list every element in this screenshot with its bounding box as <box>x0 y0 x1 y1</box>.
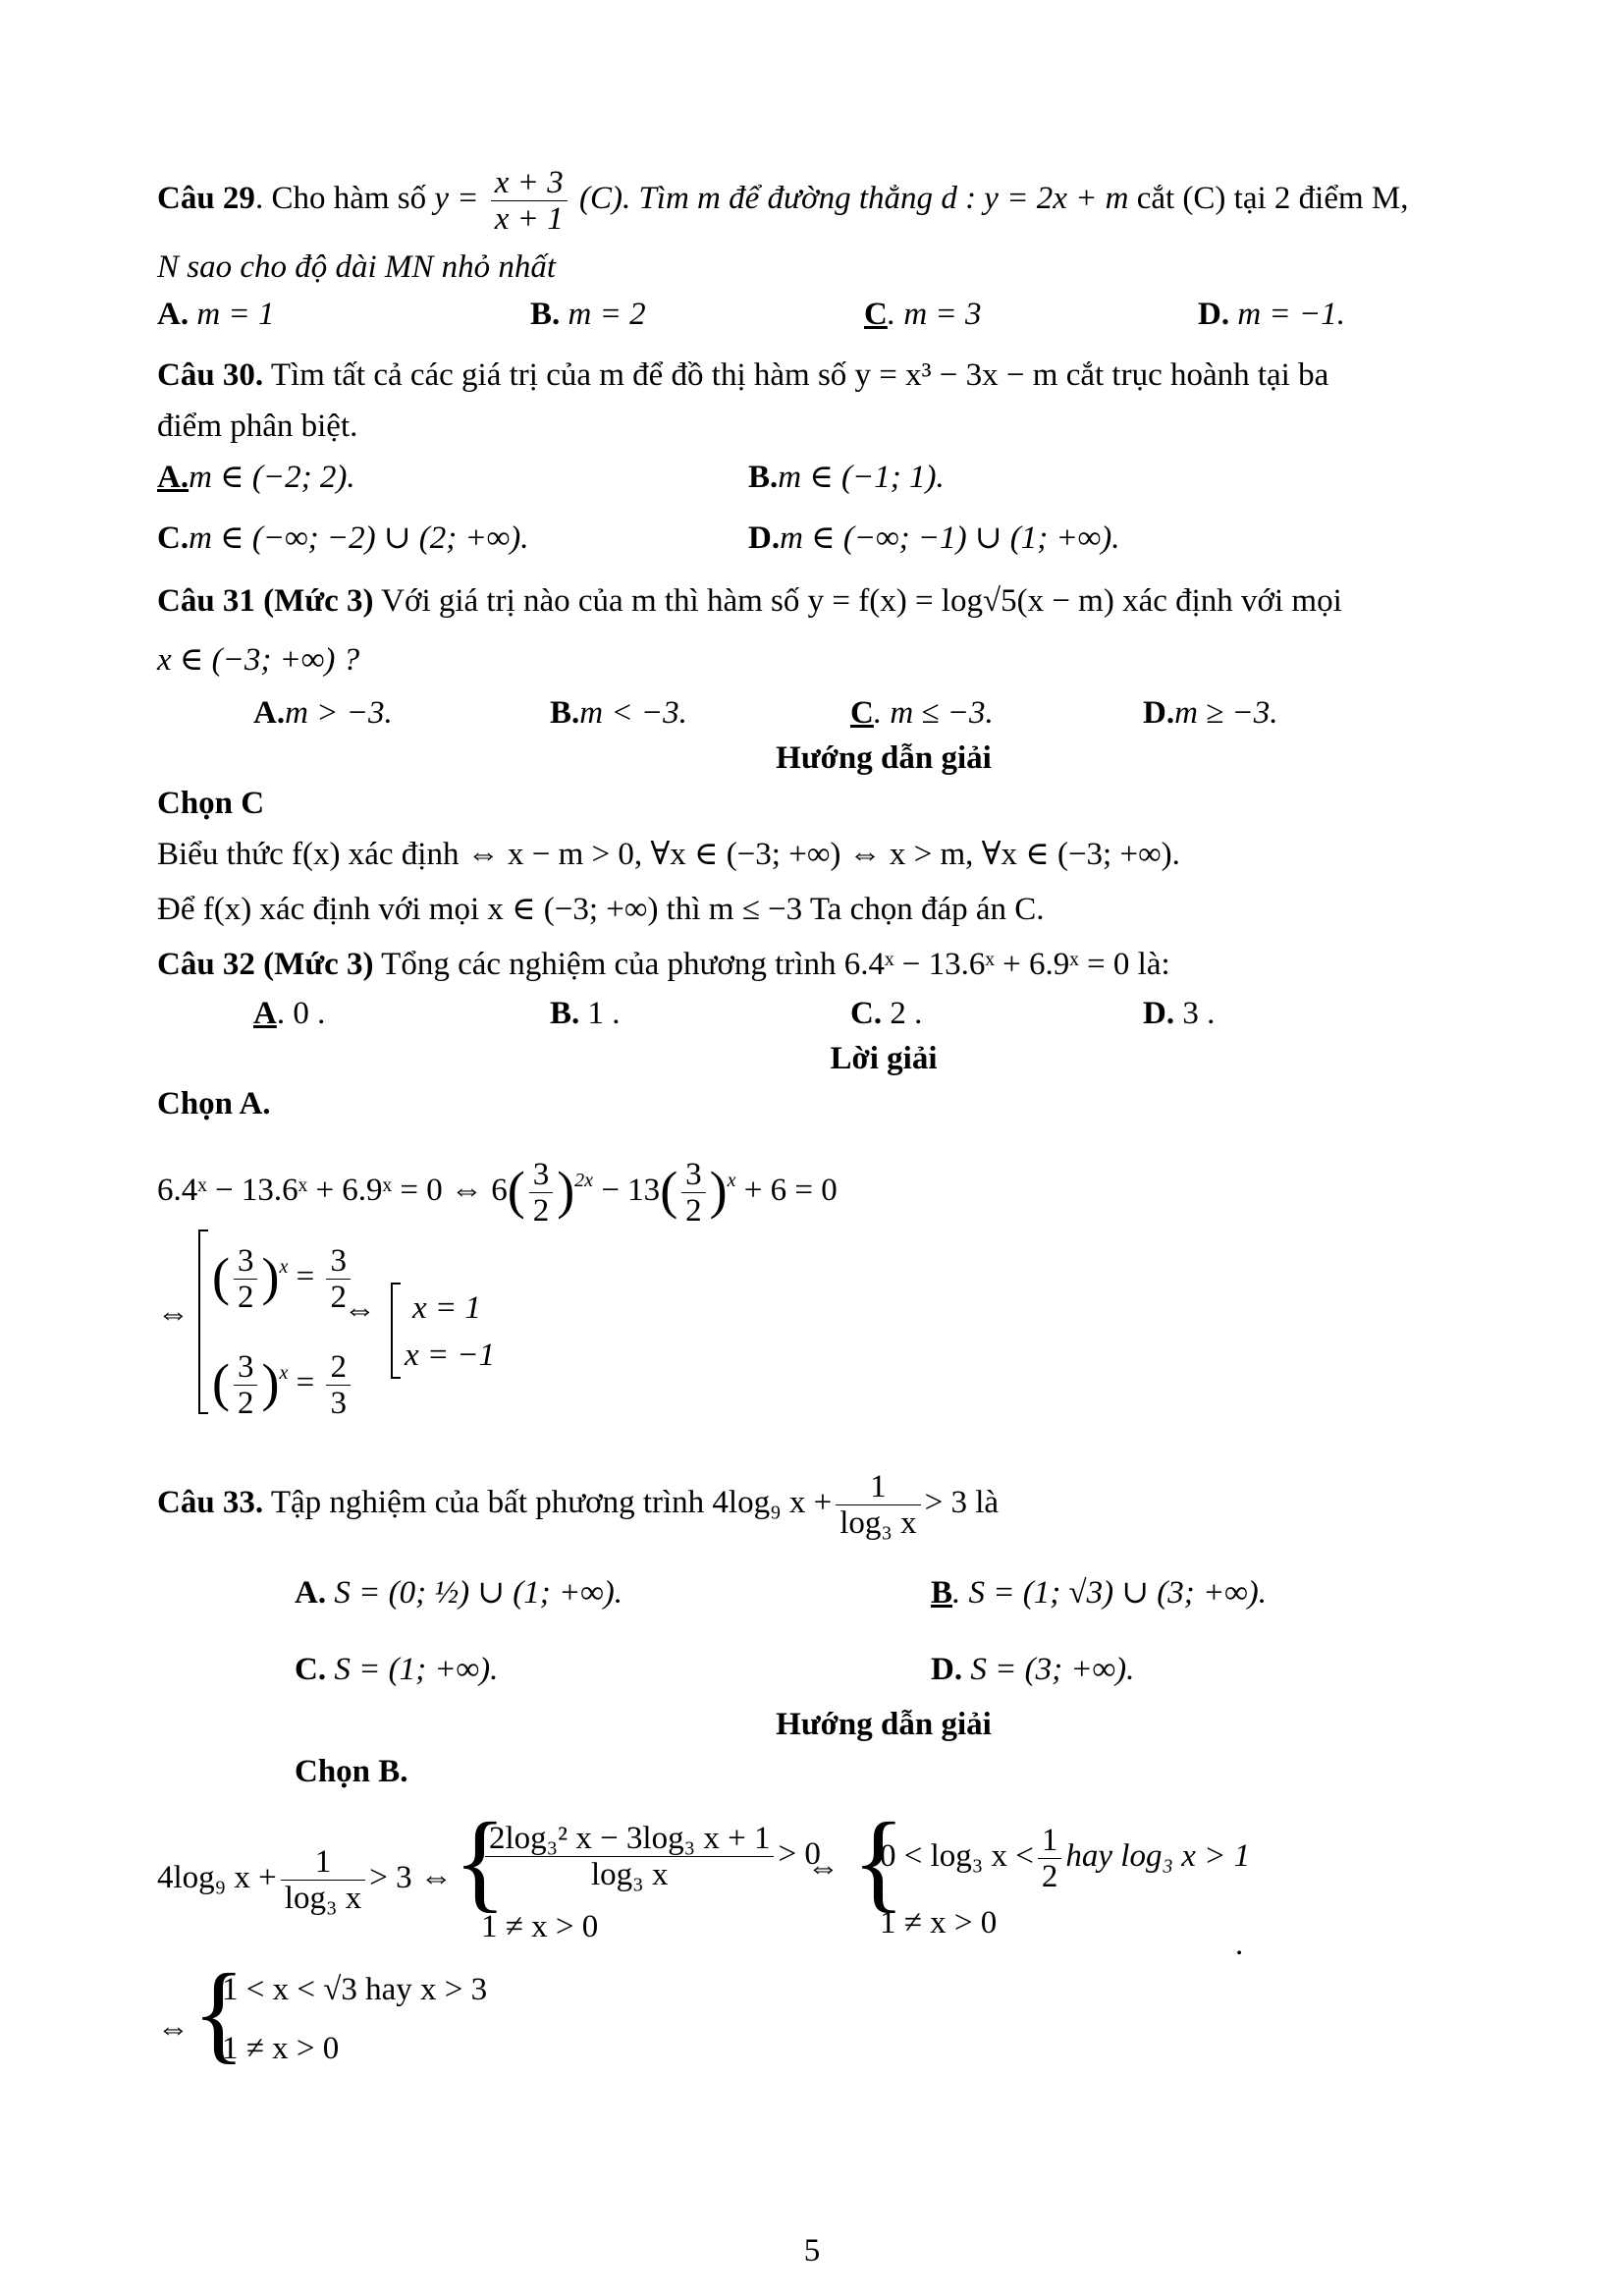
q33-option-b-key: B <box>931 1575 953 1611</box>
q33-option-a-key: A. <box>295 1575 327 1611</box>
q31-option-a-key: A. <box>253 695 286 731</box>
q33-option-a-val: S = (0; ½) ∪ (1; +∞). <box>334 1575 623 1611</box>
q33-text: Tập nghiệm của bất phương trình <box>263 1485 713 1521</box>
q30-label: Câu 30. <box>157 357 264 393</box>
q32-option-b-val: 1 . <box>587 996 621 1031</box>
q31-line2: x ∈ (−3; +∞) ? <box>157 642 360 678</box>
q33-brace-2: { <box>852 1801 905 1923</box>
q29-option-b <box>530 295 646 334</box>
q30-text: Tìm tất cả các giá trị của m để đồ thị hàm số y = x³ − 3x − m cắt trục hoành tại ba <box>263 357 1329 393</box>
q29-option-c-val: . m = 3 <box>887 297 982 332</box>
q29-line2: N sao cho độ dài MN nhỏ nhất <box>157 249 557 285</box>
q31-solution-1: Biểu thức f(x) xác định ⇔ x − m > 0, ∀x ∈ (−3; +∞) ⇔ x > m, ∀x ∈ (−3; +∞). <box>157 837 1180 872</box>
q32-eq1-frac1-den: 2 <box>532 1193 550 1229</box>
q33-s1-rhs: > 3 ⇔ <box>369 1860 453 1896</box>
q29-func-frac <box>491 165 568 237</box>
q32-sol-x1: x = 1 <box>412 1290 481 1326</box>
q33-option-c-key: C. <box>295 1652 327 1687</box>
q33-s1-sys-den: log₃ x <box>591 1857 669 1892</box>
q32-eq1-frac-1 <box>529 1157 554 1229</box>
q29-option-d-val: m = −1. <box>1237 297 1345 332</box>
q31-option-d <box>1143 693 1278 733</box>
q32-label: Câu 32 (Mức 3) <box>157 947 374 982</box>
q33-s2-row1a: 0 < log₃ x < <box>880 1838 1034 1875</box>
q33-option-c-val: S = (1; +∞). <box>334 1652 499 1687</box>
q33-ineq-frac <box>836 1469 920 1541</box>
q29-option-c-key: C <box>864 297 888 332</box>
q33-s2-row2: 1 ≠ x > 0 <box>880 1905 998 1941</box>
q33-brace-3: { <box>192 1952 245 2074</box>
q33-s2-row1 <box>880 1823 1250 1894</box>
q33-s1-sys-cond: 1 ≠ x > 0 <box>481 1909 599 1944</box>
q29-option-b-key: B. <box>530 297 561 332</box>
q33-option-b-val: . S = (1; √3) ∪ (3; +∞). <box>952 1575 1268 1611</box>
q32-option-c-key: C. <box>850 996 883 1031</box>
q32-sys-row-1: ( $\frac{3}{2}$ )$^x$ = $\frac{3}{2}$ <box>212 1243 354 1315</box>
q31-option-b <box>550 693 687 733</box>
q32-eq1-frac2-den: 2 <box>685 1193 702 1229</box>
q33-brace-1: { <box>454 1801 507 1923</box>
q32-sys-row-2: ( $\frac{3}{2}$ )$^x$ = $\frac{2}{3}$ <box>212 1349 354 1421</box>
q33-option-a <box>295 1573 623 1613</box>
q29-line-eq: d : y = 2x + m <box>941 181 1129 217</box>
q32-res1-num: 3 <box>326 1243 351 1280</box>
q33-s3-row2: 1 ≠ x > 0 <box>222 2031 340 2066</box>
page-number: 5 <box>803 2233 821 2269</box>
q31-choice: Chọn C <box>157 786 265 821</box>
q32-option-a-key: A <box>253 996 277 1031</box>
q33-option-d-val: S = (3; +∞). <box>970 1652 1135 1687</box>
q31-option-d-key: D. <box>1143 695 1175 731</box>
q31-option-b-key: B. <box>550 695 580 731</box>
q32-eq1-frac2-num: 3 <box>681 1157 706 1193</box>
q29-text-b: (C). Tìm m để đường thẳng <box>578 181 942 217</box>
q30-option-c-key: C. <box>157 520 189 556</box>
q32-sys2-frac <box>234 1349 258 1421</box>
q31-line1 <box>157 581 1342 621</box>
q29-option-d <box>1198 295 1345 334</box>
q33-s1-sys-row1 <box>481 1821 821 1892</box>
q31-text: Với giá trị nào của m thì hàm số y = f(x) = log√5(x − m) xác định với mọi <box>373 583 1342 619</box>
q33-s2-frac-den: 2 <box>1041 1859 1058 1894</box>
q31-option-a-val: m > −3. <box>285 695 393 731</box>
q33-ineq-num: 1 <box>836 1469 920 1505</box>
q32-res1-den: 2 <box>330 1280 347 1315</box>
q30-option-c <box>157 519 529 558</box>
q32-equiv-2: ⇔ <box>344 1292 376 1328</box>
q33-s3-row1: 1 < x < √3 hay x > 3 <box>222 1972 488 2007</box>
q32-sys2-eq: = <box>296 1365 323 1401</box>
q33-step1-lhs <box>157 1844 453 1916</box>
q33-s1-frac-den: log₃ x <box>284 1881 362 1916</box>
q31-option-a <box>253 693 393 733</box>
q33-label: Câu 33. <box>157 1485 264 1521</box>
q32-option-d-key: D. <box>1143 996 1175 1031</box>
q32-sys1-num: 3 <box>234 1243 258 1280</box>
q33-s1-equiv: ⇔ <box>807 1850 839 1886</box>
q29-option-d-key: D. <box>1198 297 1230 332</box>
q32-bracket-2 <box>391 1283 401 1379</box>
q31-guide-title: Hướng dẫn giải <box>776 740 992 776</box>
q32-sys1-eq: = <box>296 1259 323 1295</box>
q29-func-den: x + 1 <box>494 201 564 237</box>
q33-s3-equiv: ⇔ <box>157 2011 189 2047</box>
q29-text-c: cắt (C) tại 2 điểm M, <box>1128 181 1409 217</box>
q33-ineq-rhs: > 3 là <box>924 1485 1000 1521</box>
q31-option-d-val: m ≥ −3. <box>1174 695 1278 731</box>
q32-eq1-end: + 6 = 0 <box>743 1173 838 1209</box>
q33-s2-frac-num: 1 <box>1038 1823 1062 1859</box>
q32-line1 <box>157 945 1170 984</box>
q32-eq1-rhs: − 13 <box>601 1173 661 1209</box>
q32-sys2-den: 2 <box>237 1386 254 1421</box>
q30-option-a <box>157 458 355 497</box>
q32-option-d-val: 3 . <box>1182 996 1216 1031</box>
q29-option-b-val: m = 2 <box>568 297 646 332</box>
q33-choice: Chọn B. <box>295 1754 408 1789</box>
q33-s1-lhs: 4log₉ x + <box>157 1860 277 1896</box>
q32-equiv-1: ⇔ <box>157 1296 189 1332</box>
q30-option-a-val: m ∈ (−2; 2). <box>189 460 355 495</box>
q32-res2-den: 3 <box>330 1386 347 1421</box>
q30-option-c-val: m ∈ (−∞; −2) ∪ (2; +∞). <box>189 520 529 556</box>
q32-eq1-lhs: 6.4ˣ − 13.6ˣ + 6.9ˣ = 0 ⇔ 6 <box>157 1173 508 1209</box>
q31-option-c-val: . m ≤ −3. <box>873 695 994 731</box>
q30-line1 <box>157 355 1328 395</box>
q29-option-a-val: m = 1 <box>196 297 275 332</box>
q29-option-c <box>864 295 981 334</box>
q29-func-num: x + 3 <box>491 165 568 201</box>
q32-option-b <box>550 994 621 1033</box>
q29-line1 <box>157 165 1408 237</box>
q32-equation-1: 6.4ˣ − 13.6ˣ + 6.9ˣ = 0 ⇔ 6( $\frac{3}{2}$ )$^{2x}$ − 13( $\frac{3}{2}$ )$^x$ + 6 = 0 <box>157 1157 838 1229</box>
q33-option-d <box>931 1650 1134 1689</box>
q29-label: Câu 29 <box>157 181 255 217</box>
q32-option-c <box>850 994 922 1033</box>
q33-s1-sys-frac <box>485 1821 774 1892</box>
q32-choice: Chọn A. <box>157 1086 271 1121</box>
q32-sys2-num: 3 <box>234 1349 258 1386</box>
q29-text-a: . Cho hàm số <box>254 181 435 217</box>
q32-option-c-val: 2 . <box>890 996 923 1031</box>
q30-line2: điểm phân biệt. <box>157 409 358 444</box>
q32-sol-x2: x = −1 <box>405 1338 496 1373</box>
q31-option-c-key: C <box>850 695 874 731</box>
q31-option-c <box>850 693 994 733</box>
q33-option-d-key: D. <box>931 1652 963 1687</box>
q29-func-lhs: y = <box>434 181 479 217</box>
q33-option-b <box>931 1573 1267 1613</box>
q32-option-d <box>1143 994 1215 1033</box>
q31-solution-2: Để f(x) xác định với mọi x ∈ (−3; +∞) thì m ≤ −3 Ta chọn đáp án C. <box>157 892 1045 927</box>
q32-res2-num: 2 <box>326 1349 351 1386</box>
q31-label: Câu 31 (Mức 3) <box>157 583 374 619</box>
q32-eq1-frac-2 <box>681 1157 706 1229</box>
q33-s1-sys-gt: > 0 <box>778 1836 821 1873</box>
q31-option-b-val: m < −3. <box>579 695 687 731</box>
q32-sys1-frac <box>234 1243 258 1315</box>
q30-option-a-key: A. <box>157 460 189 495</box>
q33-ineq-den: log₃ x <box>839 1505 917 1541</box>
q33-line1 <box>157 1469 999 1541</box>
q32-bracket-1 <box>198 1230 208 1414</box>
q32-guide-title: Lời giải <box>830 1041 938 1076</box>
q33-s1-frac <box>281 1844 365 1916</box>
q30-option-d <box>748 519 1120 558</box>
q32-option-a <box>253 994 325 1033</box>
q33-s2-dot: . <box>1235 1927 1244 1962</box>
q33-guide-title: Hướng dẫn giải <box>776 1707 992 1742</box>
q32-option-a-val: . 0 . <box>276 996 326 1031</box>
q29-option-a-key: A. <box>157 297 189 332</box>
q33-s1-frac-num: 1 <box>281 1844 365 1881</box>
q30-option-b-val: m ∈ (−1; 1). <box>778 460 945 495</box>
q32-eq1-frac1-num: 3 <box>529 1157 554 1193</box>
q30-option-b <box>748 458 945 497</box>
q32-option-b-key: B. <box>550 996 580 1031</box>
q33-ineq-lhs: 4log₉ x + <box>712 1485 833 1521</box>
q33-s1-sys-num: 2log₃² x − 3log₃ x + 1 <box>485 1821 774 1857</box>
q33-option-c <box>295 1650 498 1689</box>
q32-sys2-result <box>326 1349 351 1421</box>
q30-option-d-val: m ∈ (−∞; −1) ∪ (1; +∞). <box>780 520 1120 556</box>
q29-option-a <box>157 295 274 334</box>
q32-sys1-den: 2 <box>237 1280 254 1315</box>
q30-option-d-key: D. <box>748 520 781 556</box>
q32-text: Tổng các nghiệm của phương trình 6.4ˣ − 13.6ˣ + 6.9ˣ = 0 là: <box>373 947 1170 982</box>
q33-s2-frac <box>1038 1823 1062 1894</box>
q30-option-b-key: B. <box>748 460 779 495</box>
q33-s2-row1b: hay log₃ x > 1 <box>1065 1838 1251 1875</box>
